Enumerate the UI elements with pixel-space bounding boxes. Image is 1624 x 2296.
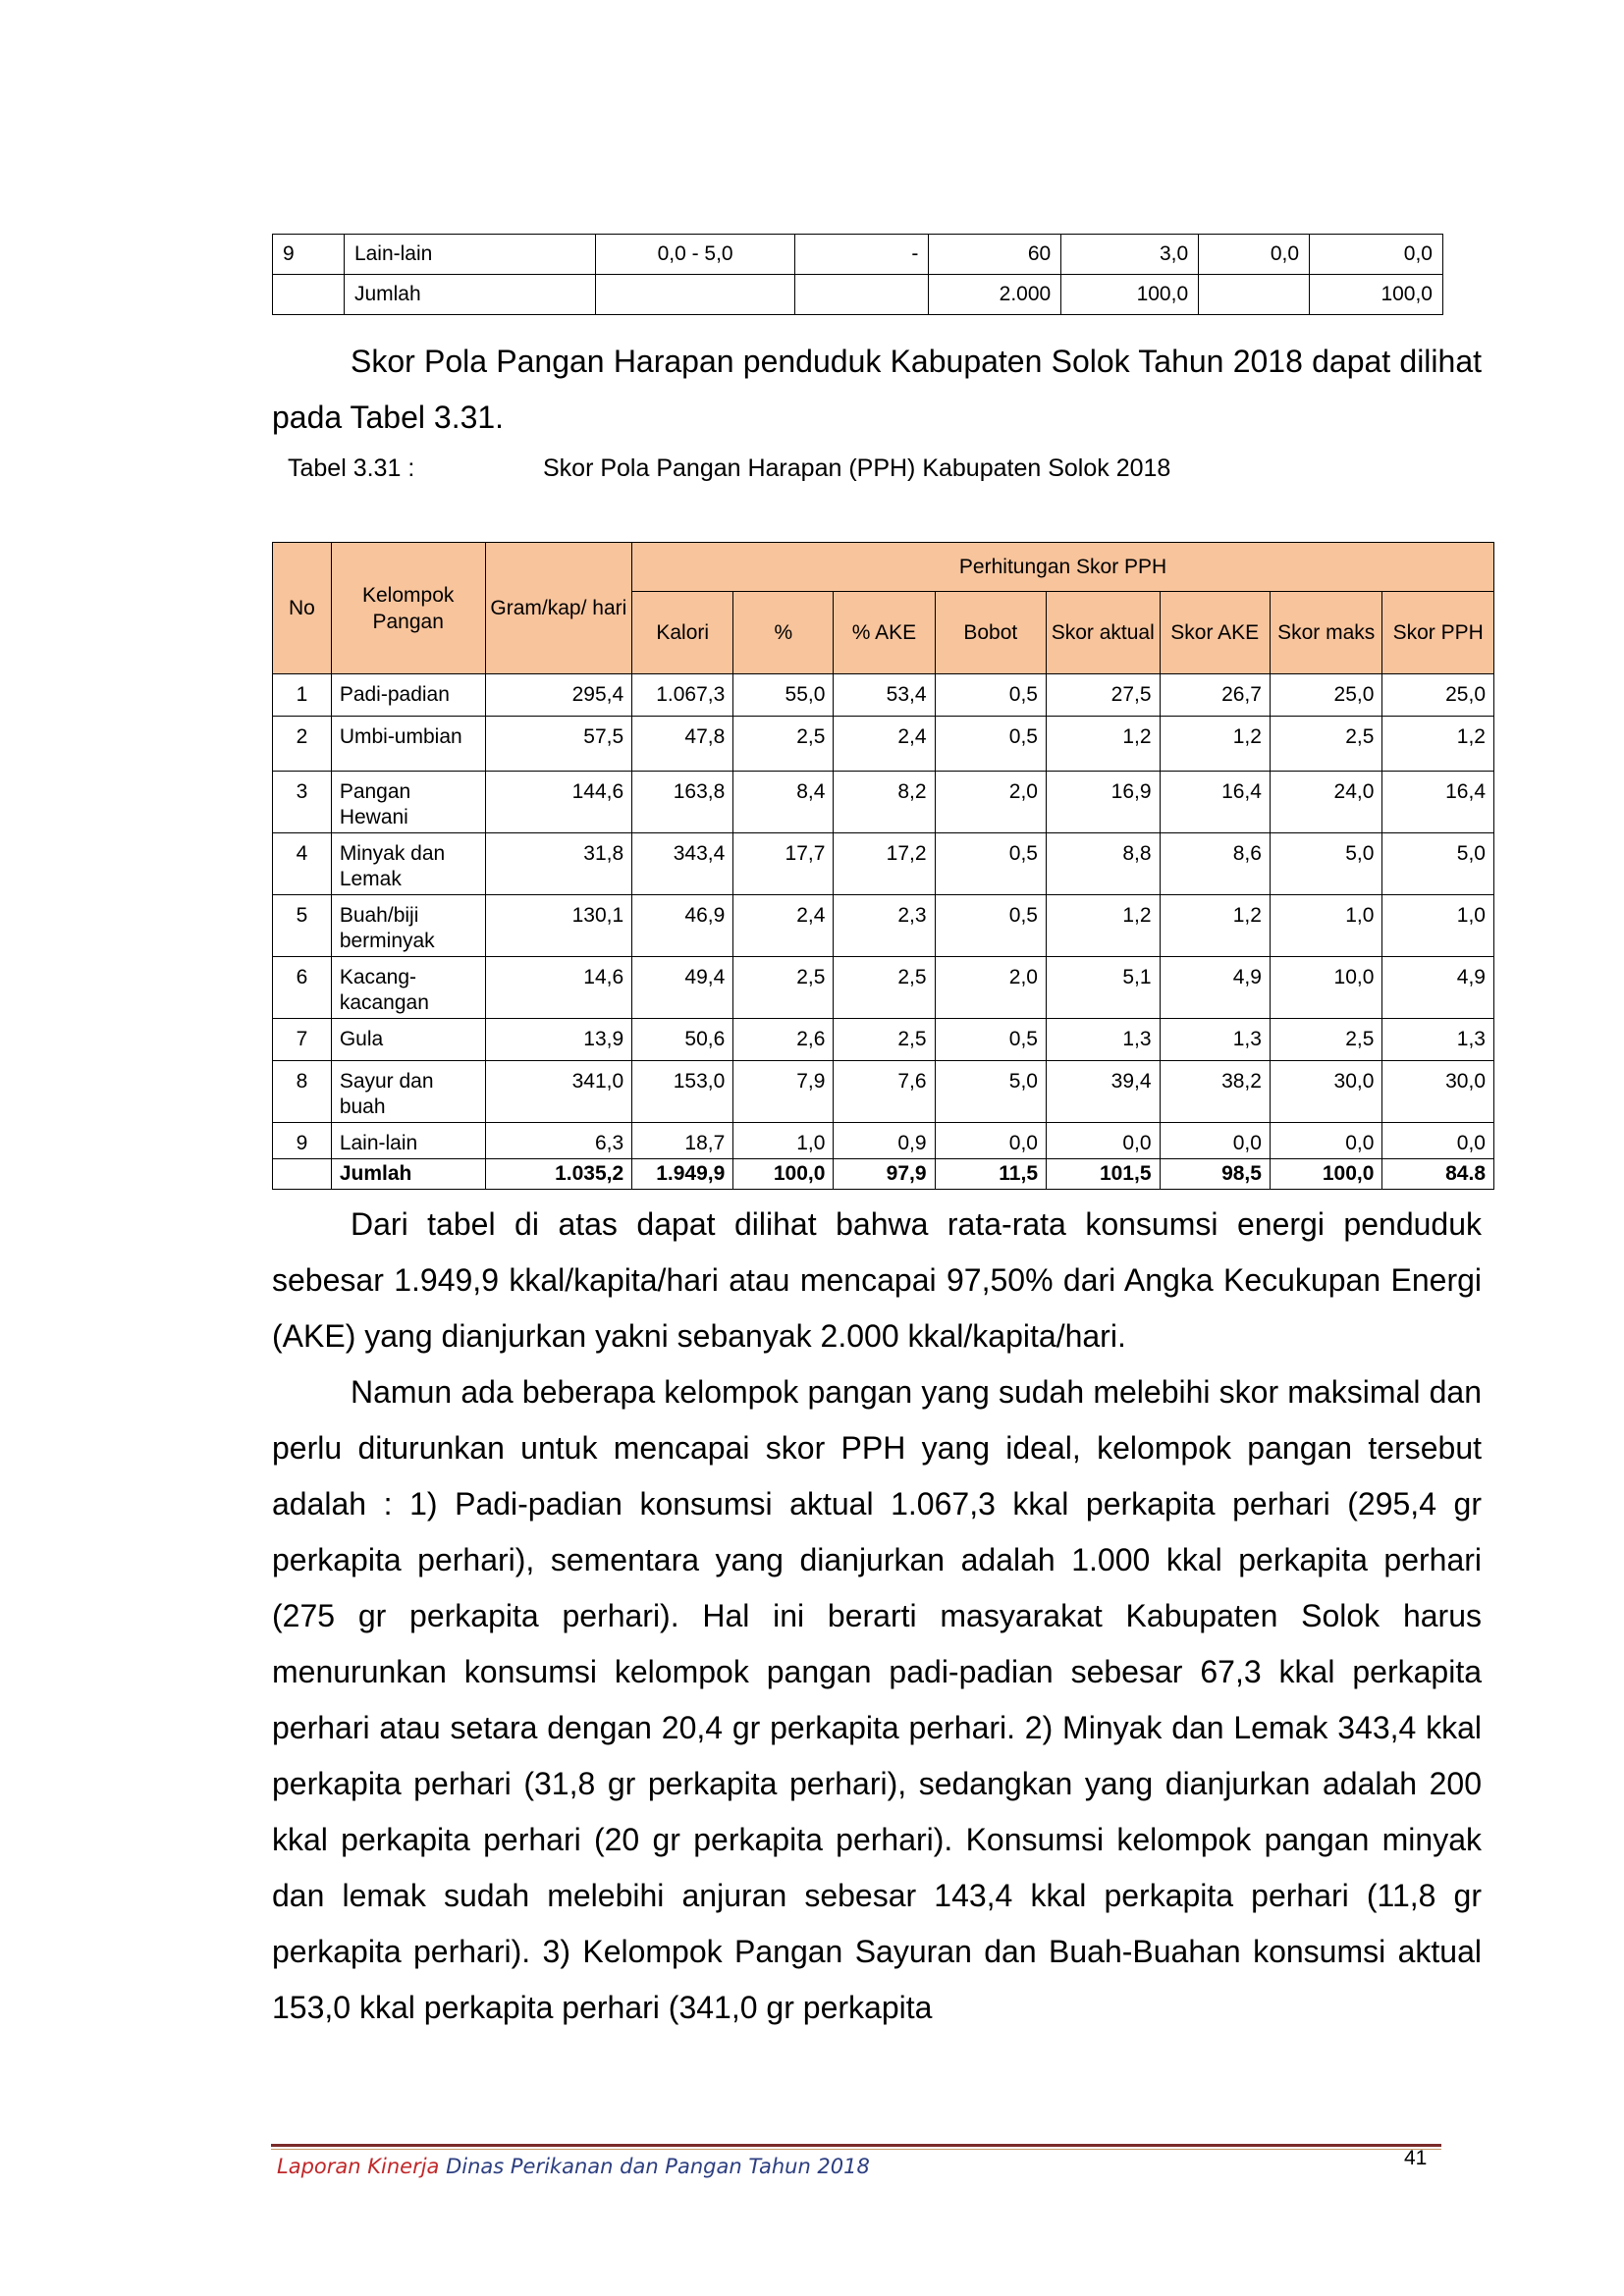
table-cell: Gula — [331, 1019, 485, 1061]
table-cell: 0,0 — [1047, 1123, 1161, 1159]
table-cell: 7,9 — [733, 1061, 834, 1123]
header-kalori: Kalori — [632, 592, 733, 674]
table-row — [273, 957, 1494, 1019]
top-table-cell: - — [795, 235, 929, 275]
table-cell: 2,0 — [935, 772, 1046, 833]
table-cell: 153,0 — [632, 1061, 733, 1123]
table-cell: 1,0 — [1270, 895, 1381, 957]
table-cell: 2,5 — [834, 957, 935, 1019]
paragraph-food-groups: Namun ada beberapa kelompok pangan yang sudah melebihi skor maksimal dan perlu diturunkan untuk mencapai skor PPH yang ideal, kelompok pangan tersebut adalah : 1) Padi-padian konsumsi aktual 1.067,3 kkal perkapita perhari (295,4 gr perkapita perhari), sementara yang dianjurkan adalah 1.000 kkal perkapita perhari (275 gr perkapita perhari). Hal ini berarti masyarakat Kabupaten Solok harus menurunkan konsumsi kelompok pangan padi-padian sebesar 67,3 kkal perkapita perhari atau setara dengan 20,4 gr perkapita perhari. 2) Minyak dan Lemak 343,4 kkal perkapita perhari (31,8 gr perkapita perhari), sedangkan yang dianjurkan adalah 200 kkal perkapita perhari (20 gr perkapita perhari). Konsumsi kelompok pangan minyak dan lemak sudah melebihi anjuran sebesar 143,4 kkal perkapita perhari (11,8 gr perkapita perhari). 3) Kelompok Pangan Sayuran dan Buah-Buahan konsumsi aktual 153,0 kkal perkapita perhari (341,0 gr perkapita — [272, 1374, 1482, 2025]
table-cell: 1,0 — [1382, 895, 1494, 957]
total-cell: 84.8 — [1382, 1159, 1494, 1190]
table-cell: 8,6 — [1160, 833, 1270, 895]
total-cell: 100,0 — [733, 1159, 834, 1190]
table-cell: 2,3 — [834, 895, 935, 957]
table-cell: 2,4 — [733, 895, 834, 957]
table-cell: 0,0 — [1382, 1123, 1494, 1159]
table-cell: 1,3 — [1160, 1019, 1270, 1061]
table-cell: 47,8 — [632, 717, 733, 772]
table-cell: 144,6 — [485, 772, 632, 833]
table-row — [273, 717, 1494, 772]
footer-report-name: Laporan Kinerja — [277, 2155, 440, 2178]
top-table-cell: 60 — [929, 235, 1061, 275]
table-cell: 9 — [273, 1123, 332, 1159]
top-table-row — [273, 275, 1443, 315]
table-cell: 5,1 — [1047, 957, 1161, 1019]
table-cell: 18,7 — [632, 1123, 733, 1159]
table-cell: 30,0 — [1382, 1061, 1494, 1123]
table-cell: 0,0 — [1160, 1123, 1270, 1159]
table-cell: 31,8 — [485, 833, 632, 895]
table-cell: 1,0 — [733, 1123, 834, 1159]
table-cell: Umbi-umbian — [331, 717, 485, 772]
total-cell: 97,9 — [834, 1159, 935, 1190]
footer-title — [277, 2155, 870, 2178]
table-row — [273, 895, 1494, 957]
pph-score-table — [272, 542, 1494, 1190]
table-cell: 0,9 — [834, 1123, 935, 1159]
header-bobot: Bobot — [935, 592, 1046, 674]
top-table-cell: 9 — [273, 235, 345, 275]
top-table-cell: Jumlah — [344, 275, 595, 315]
table-cell: 14,6 — [485, 957, 632, 1019]
table-cell: 3 — [273, 772, 332, 833]
table-cell: 1,2 — [1382, 717, 1494, 772]
footer-rule-thin — [271, 2149, 1441, 2150]
table-cell: 25,0 — [1270, 674, 1381, 717]
table-cell: 2,5 — [1270, 717, 1381, 772]
table-cell: 0,0 — [1270, 1123, 1381, 1159]
table-cell: 26,7 — [1160, 674, 1270, 717]
header-persen-ake: % AKE — [834, 592, 935, 674]
total-cell: 1.035,2 — [485, 1159, 632, 1190]
table-cell: Kacang-kacangan — [331, 957, 485, 1019]
top-table-cell: 0,0 - 5,0 — [595, 235, 795, 275]
table-cell: 2,0 — [935, 957, 1046, 1019]
table-cell: 6,3 — [485, 1123, 632, 1159]
table-cell: 0,5 — [935, 833, 1046, 895]
total-cell: 11,5 — [935, 1159, 1046, 1190]
table-cell: 5 — [273, 895, 332, 957]
header-kelompok: Kelompok Pangan — [331, 543, 485, 674]
table-cell: 4,9 — [1382, 957, 1494, 1019]
table-cell: 1.067,3 — [632, 674, 733, 717]
top-table-cell — [795, 275, 929, 315]
table-cell: 2,5 — [834, 1019, 935, 1061]
footer-rule — [271, 2144, 1441, 2147]
table-cell: 25,0 — [1382, 674, 1494, 717]
table-cell: 1,3 — [1382, 1019, 1494, 1061]
table-cell: 16,4 — [1160, 772, 1270, 833]
table-cell: 17,2 — [834, 833, 935, 895]
table-cell: 2,6 — [733, 1019, 834, 1061]
header-no: No — [273, 543, 332, 674]
table-row — [273, 772, 1494, 833]
table-cell: 7,6 — [834, 1061, 935, 1123]
header-skor-pph: Skor PPH — [1382, 592, 1494, 674]
body-text — [272, 1197, 1482, 2036]
header-skor-maks: Skor maks — [1270, 592, 1381, 674]
header-skor-aktual: Skor aktual — [1047, 592, 1161, 674]
table-cell: 4 — [273, 833, 332, 895]
table-cell: 27,5 — [1047, 674, 1161, 717]
header-persen: % — [733, 592, 834, 674]
table-cell: Minyak dan Lemak — [331, 833, 485, 895]
top-table-row — [273, 235, 1443, 275]
table-cell: 2,5 — [733, 957, 834, 1019]
table-cell: 130,1 — [485, 895, 632, 957]
top-table-cell — [1199, 275, 1310, 315]
table-row — [273, 674, 1494, 717]
table-cell: 16,9 — [1047, 772, 1161, 833]
table-cell: 295,4 — [485, 674, 632, 717]
table-cell: 50,6 — [632, 1019, 733, 1061]
page-number: 41 — [1404, 2147, 1428, 2169]
table-cell: 17,7 — [733, 833, 834, 895]
top-table-cell: 0,0 — [1199, 235, 1310, 275]
table-cell: Padi-padian — [331, 674, 485, 717]
table-cell: Pangan Hewani — [331, 772, 485, 833]
intro-paragraph — [272, 334, 1482, 446]
top-table-cell — [273, 275, 345, 315]
table-cell: 1,2 — [1160, 895, 1270, 957]
total-cell: Jumlah — [331, 1159, 485, 1190]
table-cell: 5,0 — [1382, 833, 1494, 895]
table-caption-title: Skor Pola Pangan Harapan (PPH) Kabupaten Solok 2018 — [543, 454, 1171, 482]
table-row — [273, 1061, 1494, 1123]
table-cell: 4,9 — [1160, 957, 1270, 1019]
table-cell: 38,2 — [1160, 1061, 1270, 1123]
table-cell: 39,4 — [1047, 1061, 1161, 1123]
table-cell: 1,2 — [1047, 717, 1161, 772]
table-cell: 13,9 — [485, 1019, 632, 1061]
top-table-cell — [595, 275, 795, 315]
top-table-cell: Lain-lain — [344, 235, 595, 275]
table-cell: 49,4 — [632, 957, 733, 1019]
table-cell: 0,0 — [935, 1123, 1046, 1159]
total-cell: 100,0 — [1270, 1159, 1381, 1190]
top-table-cell: 3,0 — [1061, 235, 1199, 275]
table-cell: 1,2 — [1047, 895, 1161, 957]
table-cell: 343,4 — [632, 833, 733, 895]
table-cell: Buah/biji berminyak — [331, 895, 485, 957]
table-total-row — [273, 1159, 1494, 1190]
total-cell: 1.949,9 — [632, 1159, 733, 1190]
table-caption-label: Tabel 3.31 : — [288, 454, 415, 482]
table-cell: 1,3 — [1047, 1019, 1161, 1061]
table-cell: 8 — [273, 1061, 332, 1123]
table-cell: 0,5 — [935, 895, 1046, 957]
intro-text: Skor Pola Pangan Harapan penduduk Kabupaten Solok Tahun 2018 dapat dilihat pada Tabel 3.31. — [272, 344, 1482, 435]
footer-agency: Dinas Perikanan dan Pangan Tahun 2018 — [439, 2155, 870, 2178]
table-cell: 53,4 — [834, 674, 935, 717]
table-cell: 6 — [273, 957, 332, 1019]
total-cell: 98,5 — [1160, 1159, 1270, 1190]
table-cell: 57,5 — [485, 717, 632, 772]
table-cell: 8,2 — [834, 772, 935, 833]
top-table-cell: 100,0 — [1310, 275, 1443, 315]
table-cell: Sayur dan buah — [331, 1061, 485, 1123]
table-cell: 1 — [273, 674, 332, 717]
table-cell: 5,0 — [935, 1061, 1046, 1123]
table-cell: 7 — [273, 1019, 332, 1061]
header-perhitungan: Perhitungan Skor PPH — [632, 543, 1494, 592]
table-cell: 8,4 — [733, 772, 834, 833]
total-cell — [273, 1159, 332, 1190]
table-cell: 2,5 — [1270, 1019, 1381, 1061]
table-cell: 0,5 — [935, 674, 1046, 717]
header-gram: Gram/kap/ hari — [485, 543, 632, 674]
table-row — [273, 1123, 1494, 1159]
table-cell: 0,5 — [935, 717, 1046, 772]
table-row — [273, 833, 1494, 895]
table-cell: 1,2 — [1160, 717, 1270, 772]
table-cell: 2,5 — [733, 717, 834, 772]
table-cell: 10,0 — [1270, 957, 1381, 1019]
table-cell: 8,8 — [1047, 833, 1161, 895]
previous-table-continuation — [272, 234, 1443, 315]
table-cell: 2,4 — [834, 717, 935, 772]
table-cell: 55,0 — [733, 674, 834, 717]
top-table-cell: 100,0 — [1061, 275, 1199, 315]
top-table-cell: 2.000 — [929, 275, 1061, 315]
table-cell: Lain-lain — [331, 1123, 485, 1159]
table-cell: 163,8 — [632, 772, 733, 833]
table-cell: 16,4 — [1382, 772, 1494, 833]
paragraph-consumption-summary: Dari tabel di atas dapat dilihat bahwa rata-rata konsumsi energi penduduk sebesar 1.949,9 kkal/kapita/hari atau mencapai 97,50% dari Angka Kecukupan Energi (AKE) yang dianjurkan yakni sebanyak 2.000 kkal/kapita/hari. — [272, 1206, 1482, 1354]
table-cell: 24,0 — [1270, 772, 1381, 833]
table-cell: 2 — [273, 717, 332, 772]
header-skor-ake: Skor AKE — [1160, 592, 1270, 674]
table-cell: 30,0 — [1270, 1061, 1381, 1123]
table-cell: 0,5 — [935, 1019, 1046, 1061]
top-table-cell: 0,0 — [1310, 235, 1443, 275]
total-cell: 101,5 — [1047, 1159, 1161, 1190]
table-cell: 5,0 — [1270, 833, 1381, 895]
table-row — [273, 1019, 1494, 1061]
table-cell: 341,0 — [485, 1061, 632, 1123]
table-cell: 46,9 — [632, 895, 733, 957]
